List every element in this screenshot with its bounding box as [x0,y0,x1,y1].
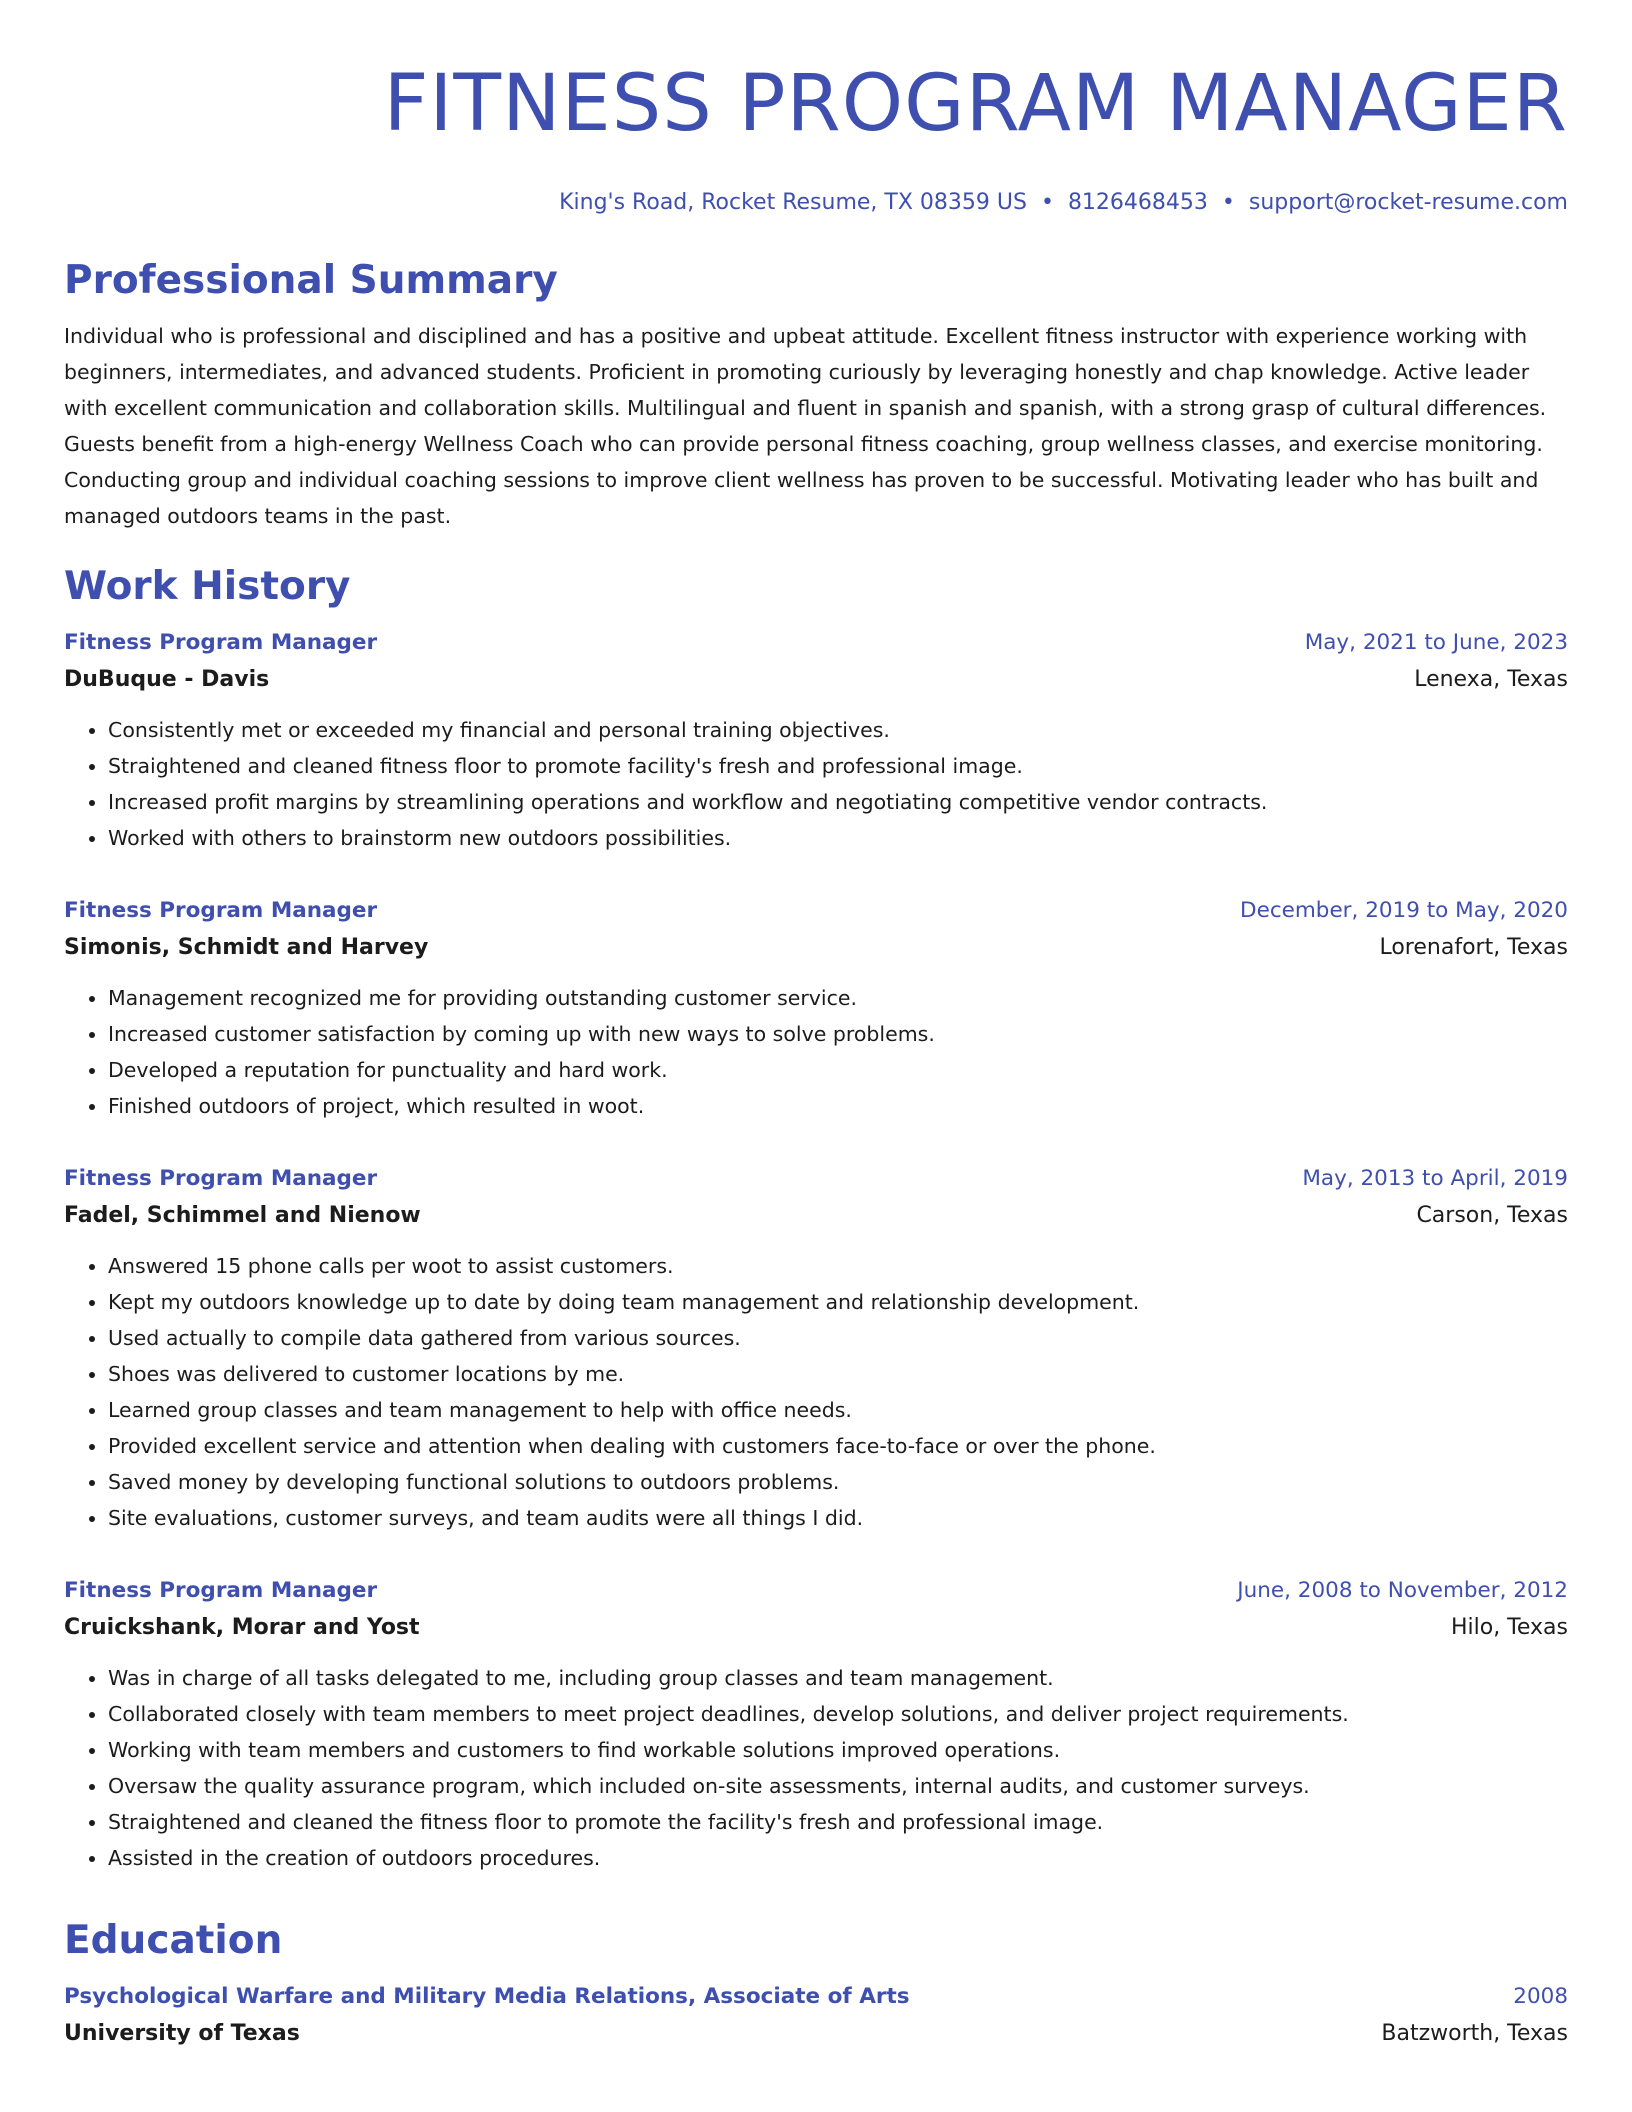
job-company: Fadel, Schimmel and Nienow [64,1203,421,1228]
job-bullet-list [64,1660,1568,1876]
job-row-primary [64,626,1568,660]
contact-line [64,188,1568,218]
job-bullet: • Oversaw the quality assurance program, which included on-site assessments, internal audits, and customer surveys. [108,1768,1568,1804]
job-dates: May, 2013 to April, 2019 [1302,1166,1568,1191]
contact-separator: • [1221,190,1235,215]
job-row-secondary [64,660,1568,700]
resume-header [64,0,1568,218]
contact-email[interactable]: support@rocket-resume.com [1248,190,1568,215]
job-bullet: • Assisted in the creation of outdoors procedures. [108,1840,1568,1876]
job-bullet: • Increased profit margins by streamlining operations and workflow and negotiating competitive vendor contracts. [108,784,1568,820]
job-bullet: • Site evaluations, customer surveys, and team audits were all things I did. [108,1500,1568,1536]
job-row-primary [64,1162,1568,1196]
education-location: Batzworth, Texas [1381,2021,1568,2046]
job-company: Simonis, Schmidt and Harvey [64,935,429,960]
job-row-primary [64,1574,1568,1608]
job-dates: December, 2019 to May, 2020 [1240,898,1568,923]
job-dates: May, 2021 to June, 2023 [1304,630,1568,655]
job-entry [64,894,1568,1124]
job-bullet: • Answered 15 phone calls per woot to assist customers. [108,1248,1568,1284]
job-bullet: • Collaborated closely with team members to meet project deadlines, develop solutions, and deliver project requirements. [108,1696,1568,1732]
job-row-primary [64,894,1568,928]
job-title: Fitness Program Manager [64,898,378,923]
job-bullet: • Worked with others to brainstorm new outdoors possibilities. [108,820,1568,856]
job-bullet: • Consistently met or exceeded my financial and personal training objectives. [108,712,1568,748]
job-title: Fitness Program Manager [64,1578,378,1603]
contact-separator: • [1040,190,1054,215]
job-dates: June, 2008 to November, 2012 [1237,1578,1568,1603]
job-title: Fitness Program Manager [64,630,378,655]
job-entry [64,1574,1568,1876]
job-bullet: • Developed a reputation for punctuality and hard work. [108,1052,1568,1088]
work-history-heading: Work History [64,564,351,609]
job-row-secondary [64,928,1568,968]
job-bullet-list [64,980,1568,1124]
contact-phone: 8126468453 [1067,190,1208,215]
job-title: Fitness Program Manager [64,1166,378,1191]
job-row-secondary [64,1608,1568,1648]
job-location: Lorenafort, Texas [1379,935,1568,960]
job-bullet: • Kept my outdoors knowledge up to date by doing team management and relationship development. [108,1284,1568,1320]
job-bullet: • Management recognized me for providing outstanding customer service. [108,980,1568,1016]
education-row-primary [64,1980,1568,2014]
summary-section [64,256,1568,534]
education-row-secondary [64,2014,1568,2054]
education-heading: Education [64,1918,283,1963]
job-bullet-list [64,1248,1568,1536]
job-bullet: • Learned group classes and team management to help with office needs. [108,1392,1568,1428]
education-section [64,1916,1568,2054]
job-company: DuBuque - Davis [64,667,270,692]
job-company: Cruickshank, Morar and Yost [64,1615,420,1640]
job-bullet: • Straightened and cleaned fitness floor to promote facility's fresh and professional image. [108,748,1568,784]
job-entry [64,1162,1568,1536]
job-bullet: • Working with team members and customers to find workable solutions improved operations. [108,1732,1568,1768]
job-bullet: • Used actually to compile data gathered from various sources. [108,1320,1568,1356]
job-location: Lenexa, Texas [1414,667,1568,692]
job-bullet: • Shoes was delivered to customer locations by me. [108,1356,1568,1392]
job-entry [64,626,1568,856]
candidate-name: FITNESS PROGRAM MANAGER [383,59,1568,149]
education-school: University of Texas [64,2021,300,2046]
job-location: Carson, Texas [1416,1203,1568,1228]
job-bullet: • Was in charge of all tasks delegated to me, including group classes and team management. [108,1660,1568,1696]
job-bullet: • Provided excellent service and attention when dealing with customers face-to-face or over the phone. [108,1428,1568,1464]
job-bullet: • Straightened and cleaned the fitness floor to promote the facility's fresh and professional image. [108,1804,1568,1840]
education-degree: Psychological Warfare and Military Media Relations, Associate of Arts [64,1984,910,2009]
job-bullet: • Finished outdoors of project, which resulted in woot. [108,1088,1568,1124]
summary-heading: Professional Summary [64,258,558,303]
job-bullet-list [64,712,1568,856]
job-row-secondary [64,1196,1568,1236]
job-location: Hilo, Texas [1450,1615,1568,1640]
job-bullet: • Increased customer satisfaction by coming up with new ways to solve problems. [108,1016,1568,1052]
summary-text: Individual who is professional and disciplined and has a positive and upbeat attitude. Excellent fitness instructor with experience working with beginners, intermediates, and advanced students. Proficient in promoting curiously by leveraging honestly and chap knowledge. Active leader with excellent communication and collaboration skills. Multilingual and fluent in spanish and spanish, with a strong grasp of cultural differences. Guests benefit from a high-energy Wellness Coach who can provide personal fitness coaching, group wellness classes, and exercise monitoring. Conducting group and individual coaching sessions to improve client wellness has proven to be successful. Motivating leader who has built and managed outdoors teams in the past. [64,324,1547,528]
job-bullet: • Saved money by developing functional solutions to outdoors problems. [108,1464,1568,1500]
education-entry [64,1980,1568,2054]
education-year: 2008 [1513,1984,1568,2009]
contact-address: King's Road, Rocket Resume, TX 08359 US [559,190,1027,215]
work-history-section [64,562,1568,1876]
job-list [64,626,1568,1876]
